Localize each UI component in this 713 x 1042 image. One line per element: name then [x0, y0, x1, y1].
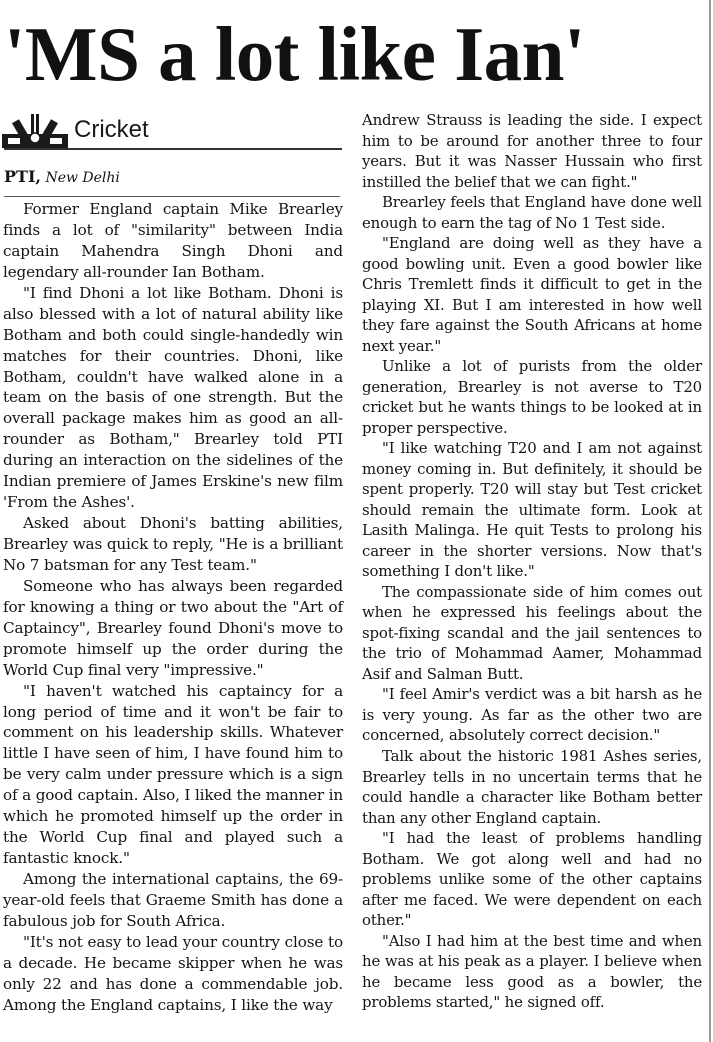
paragraph: "I haven't watched his captaincy for a long period of time and it won't be fair to comment on his leadership skills. Whatever little I have seen of him, I have found him to be very calm under pressure which is a sign of a good captain. Also, I liked the manner in which he promoted himself up the order in the World Cup final and played such a fantastic knock." [3, 681, 344, 868]
paragraph: The compassionate side of him comes out when he expressed his feelings about the spot-fixing scandal and the jail sentences to the trio of Mohammad Aamer, Mohammad Asif and Salman Butt. [362, 582, 702, 683]
paragraph: Asked about Dhoni's batting abilities, Brearley was quick to reply, "He is a brilliant No 7 batsman for any Test team." [3, 514, 343, 574]
byline [4, 167, 340, 197]
section-label [2, 112, 342, 150]
article-column-right [362, 110, 702, 1013]
paragraph: "I had the least of problems handling Botham. We got along well and had no problems unlike some of the other captains after me faced. We were dependent on each other." [362, 829, 702, 930]
paragraph: Talk about the historic 1981 Ashes series, Brearley tells in no uncertain terms that he could handle a character like Botham better than any other England captain. [362, 746, 702, 827]
section-name: Cricket [74, 116, 149, 143]
cricket-bats-icon [2, 112, 68, 150]
paragraph: "I like watching T20 and I am not against money coming in. But definitely, it should be spent properly. T20 will stay but Test cricket should remain the ultimate form. Look at Lasith Malinga. He quit Tests to prolong his career in the shorter versions. Now that's something I don't like." [362, 439, 702, 581]
section-divider [4, 148, 342, 150]
page-edge-rule [709, 0, 711, 1042]
byline-place: New Delhi [45, 170, 120, 186]
paragraph: "England are doing well as they have a good bowling unit. Even a good bowler like Chris Tremlett finds it difficult to get in the playing XI. But I am interested in how well they fare against the South Africans at home next year." [362, 234, 702, 355]
paragraph: "It's not easy to lead your country close to a decade. He became skipper when he was only 22 and has done a commendable job. Among the England captains, I like the way [3, 932, 343, 1014]
paragraph: Among the international captains, the 69-year-old feels that Graeme Smith has done a fabulous job for South Africa. [3, 870, 343, 930]
paragraph-continued: Andrew Strauss is leading the side. I expect him to be around for another three to four years. But it was Nasser Hussain who first instilled the belief that we can fight." [362, 111, 702, 191]
article-column-left [3, 199, 343, 1016]
paragraph: "Also I had him at the best time and when he was at his peak as a player. I believe when he became less good as a bowler, the problems started," he signed off. [362, 931, 702, 1012]
byline-agency: PTI, [4, 167, 41, 186]
paragraph: Unlike a lot of purists from the older generation, Brearley is not averse to T20 cricket but he wants things to be looked at in proper perspective. [362, 357, 702, 437]
headline: 'MS a lot like Ian' [4, 11, 585, 97]
paragraph: "I feel Amir's verdict was a bit harsh as he is very young. As far as the other two are concerned, absolutely correct decision." [362, 685, 702, 745]
paragraph: Brearley feels that England have done well enough to earn the tag of No 1 Test side. [362, 193, 702, 232]
paragraph: "I find Dhoni a lot like Botham. Dhoni is also blessed with a lot of natural ability like Botham and both could single-handedly win matches for their countries. Dhoni, like Botham, couldn't have walked alone in a team on the basis of one strength. But the overall package makes him as good an all-rounder as Botham," Brearley told PTI during an interaction on the sidelines of the Indian premiere of James Erskine's new film 'From the Ashes'. [3, 283, 343, 512]
paragraph: Former England captain Mike Brearley finds a lot of "similarity" between India captain Mahendra Singh Dhoni and legendary all-rounder Ian Botham. [3, 200, 343, 281]
paragraph: Someone who has always been regarded for knowing a thing or two about the "Art of Captaincy", Brearley found Dhoni's move to promote himself up the order during the World Cup final very "impressive." [3, 576, 343, 679]
